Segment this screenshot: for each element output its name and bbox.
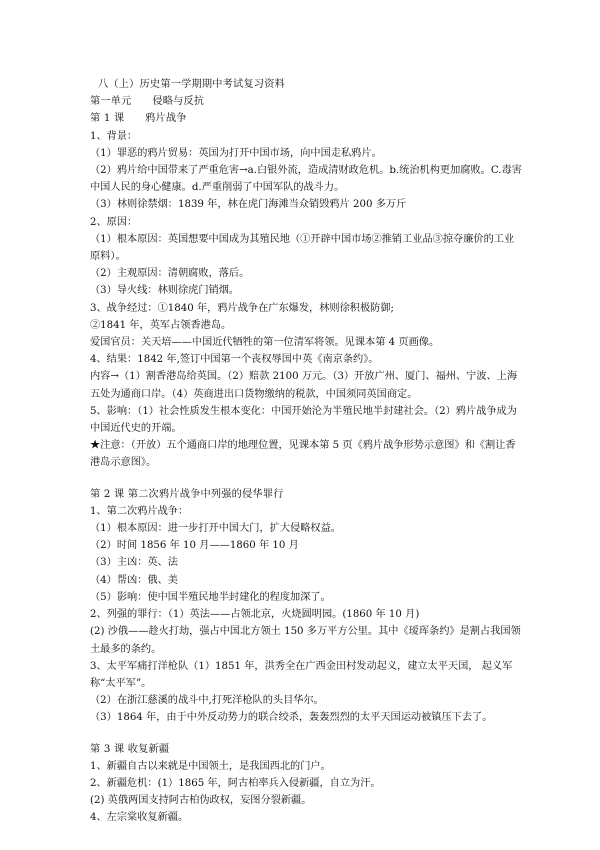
paragraph: 1、第二次鸦片战争： <box>90 505 189 517</box>
paragraph: （1）根本原因：进一步打开中国大门，扩大侵略权益。 <box>90 523 341 535</box>
lesson-3-heading: 第 3 课 收复新疆 <box>90 743 170 755</box>
lesson-1-heading: 第 1 课 鸦片战争 <box>90 113 187 125</box>
paragraph: 1、背景： <box>90 130 138 142</box>
paragraph: 3、太平军痛打洋枪队（1）1851 年，洪秀全在广西金田村发动起义，建立太平天国， 起义军称“太平军”。 <box>90 660 513 689</box>
paragraph: 2、新疆危机：(1）1865 年，阿古柏率兵入侵新疆，自立为汗。 <box>90 777 381 789</box>
paragraph: 3、战争经过：①1840 年，鸦片战争在广东爆发，林则徐积极防御; <box>90 302 394 314</box>
paragraph: 4、结果：1842 年,签订中国第一个丧权辱国中英《南京条约》。 <box>90 354 379 366</box>
paragraph: （2）主观原因：清朝腐败，落后。 <box>90 268 250 280</box>
paragraph: 4、左宗棠收复新疆。 <box>90 812 189 824</box>
paragraph: （4）帮凶：俄、美 <box>90 574 178 586</box>
paragraph: （3）林则徐禁烟：1839 年，林在虎门海滩当众销毁鸦片 200 多万斤 <box>90 199 407 211</box>
paragraph: 爱国官员：关天培——中国近代牺牲的第一位清军将领。见课本第 4 页画像。 <box>90 337 440 349</box>
paragraph: 1、新疆自古以来就是中国领土，是我国西北的门户。 <box>90 760 331 772</box>
lesson-2-heading: 第 2 课 第二次鸦片战争中列强的侵华罪行 <box>90 488 284 500</box>
paragraph: （5）影响：使中国半殖民地半封建化的程度加深了。 <box>90 591 331 603</box>
paragraph: 5、影响：（1）社会性质发生根本变化：中国开始沦为半殖民地半封建社会。（2）鸦片战争成为中国近代史的开端。 <box>90 405 517 435</box>
paragraph: （2）鸦片给中国带来了严重危害→a.白银外流，造成清财政危机。b.统治机构更加腐败。C.毒害中国人民的身心健康。d.严重削弱了中国军队的战斗力。 <box>90 165 522 194</box>
paragraph: （3）主凶：英、法 <box>90 557 178 569</box>
page-title: 八（上）历史第一学期期中考试复习资料 <box>98 79 285 90</box>
paragraph: （1）根本原因：英国想要中国成为其殖民地（①开辟中国市场②推销工业品③掠夺廉价的工业原料）。 <box>90 233 515 263</box>
spacer <box>90 727 522 741</box>
paragraph: （3）1864 年，由于中外反动势力的联合绞杀，轰轰烈烈的太平天国运动被镇压下去了。 <box>90 712 493 724</box>
paragraph: ②1841 年，英军占领香港岛。 <box>90 319 232 331</box>
paragraph: 2、原因： <box>90 216 138 228</box>
unit-heading: 第一单元 侵略与反抗 <box>90 96 205 108</box>
paragraph: 内容→（1）割香港岛给英国。（2）赔款 2100 万元。（3）开放广州、厦门、福州、宁波、上海五处为通商口岸。（4）英商进出口货物缴纳的税款，中国须同英国商定。 <box>90 371 518 400</box>
paragraph: (2) 沙俄——趁火打劫，强占中国北方领土 150 多万平方公里。其中《瑷珲条约》是割占我国领土最多的条约。 <box>90 626 521 655</box>
paragraph: （2）在浙江慈溪的战斗中,打死洋枪队的头目华尔。 <box>90 695 324 707</box>
note-paragraph: ★注意：（开放）五个通商口岸的地理位置，见课本第 5 页《鸦片战争形势示意图》和《割让香港岛示意图》。 <box>90 440 516 469</box>
paragraph: （1）罪恶的鸦片贸易：英国为打开中国市场，向中国走私鸦片。 <box>90 147 382 159</box>
paragraph: 2、列强的罪行：（1）英法——占领北京，火烧圆明园。(1860 年 10 月) <box>90 609 420 621</box>
paragraph: (2) 英俄两国支持阿古柏伪政权，妄图分裂新疆。 <box>90 795 312 807</box>
document-body <box>90 76 522 827</box>
paragraph: （3）导火线：林则徐虎门销烟。 <box>90 285 240 297</box>
paragraph: （2）时间 1856 年 10 月——1860 年 10 月 <box>90 540 299 552</box>
spacer <box>90 472 522 486</box>
